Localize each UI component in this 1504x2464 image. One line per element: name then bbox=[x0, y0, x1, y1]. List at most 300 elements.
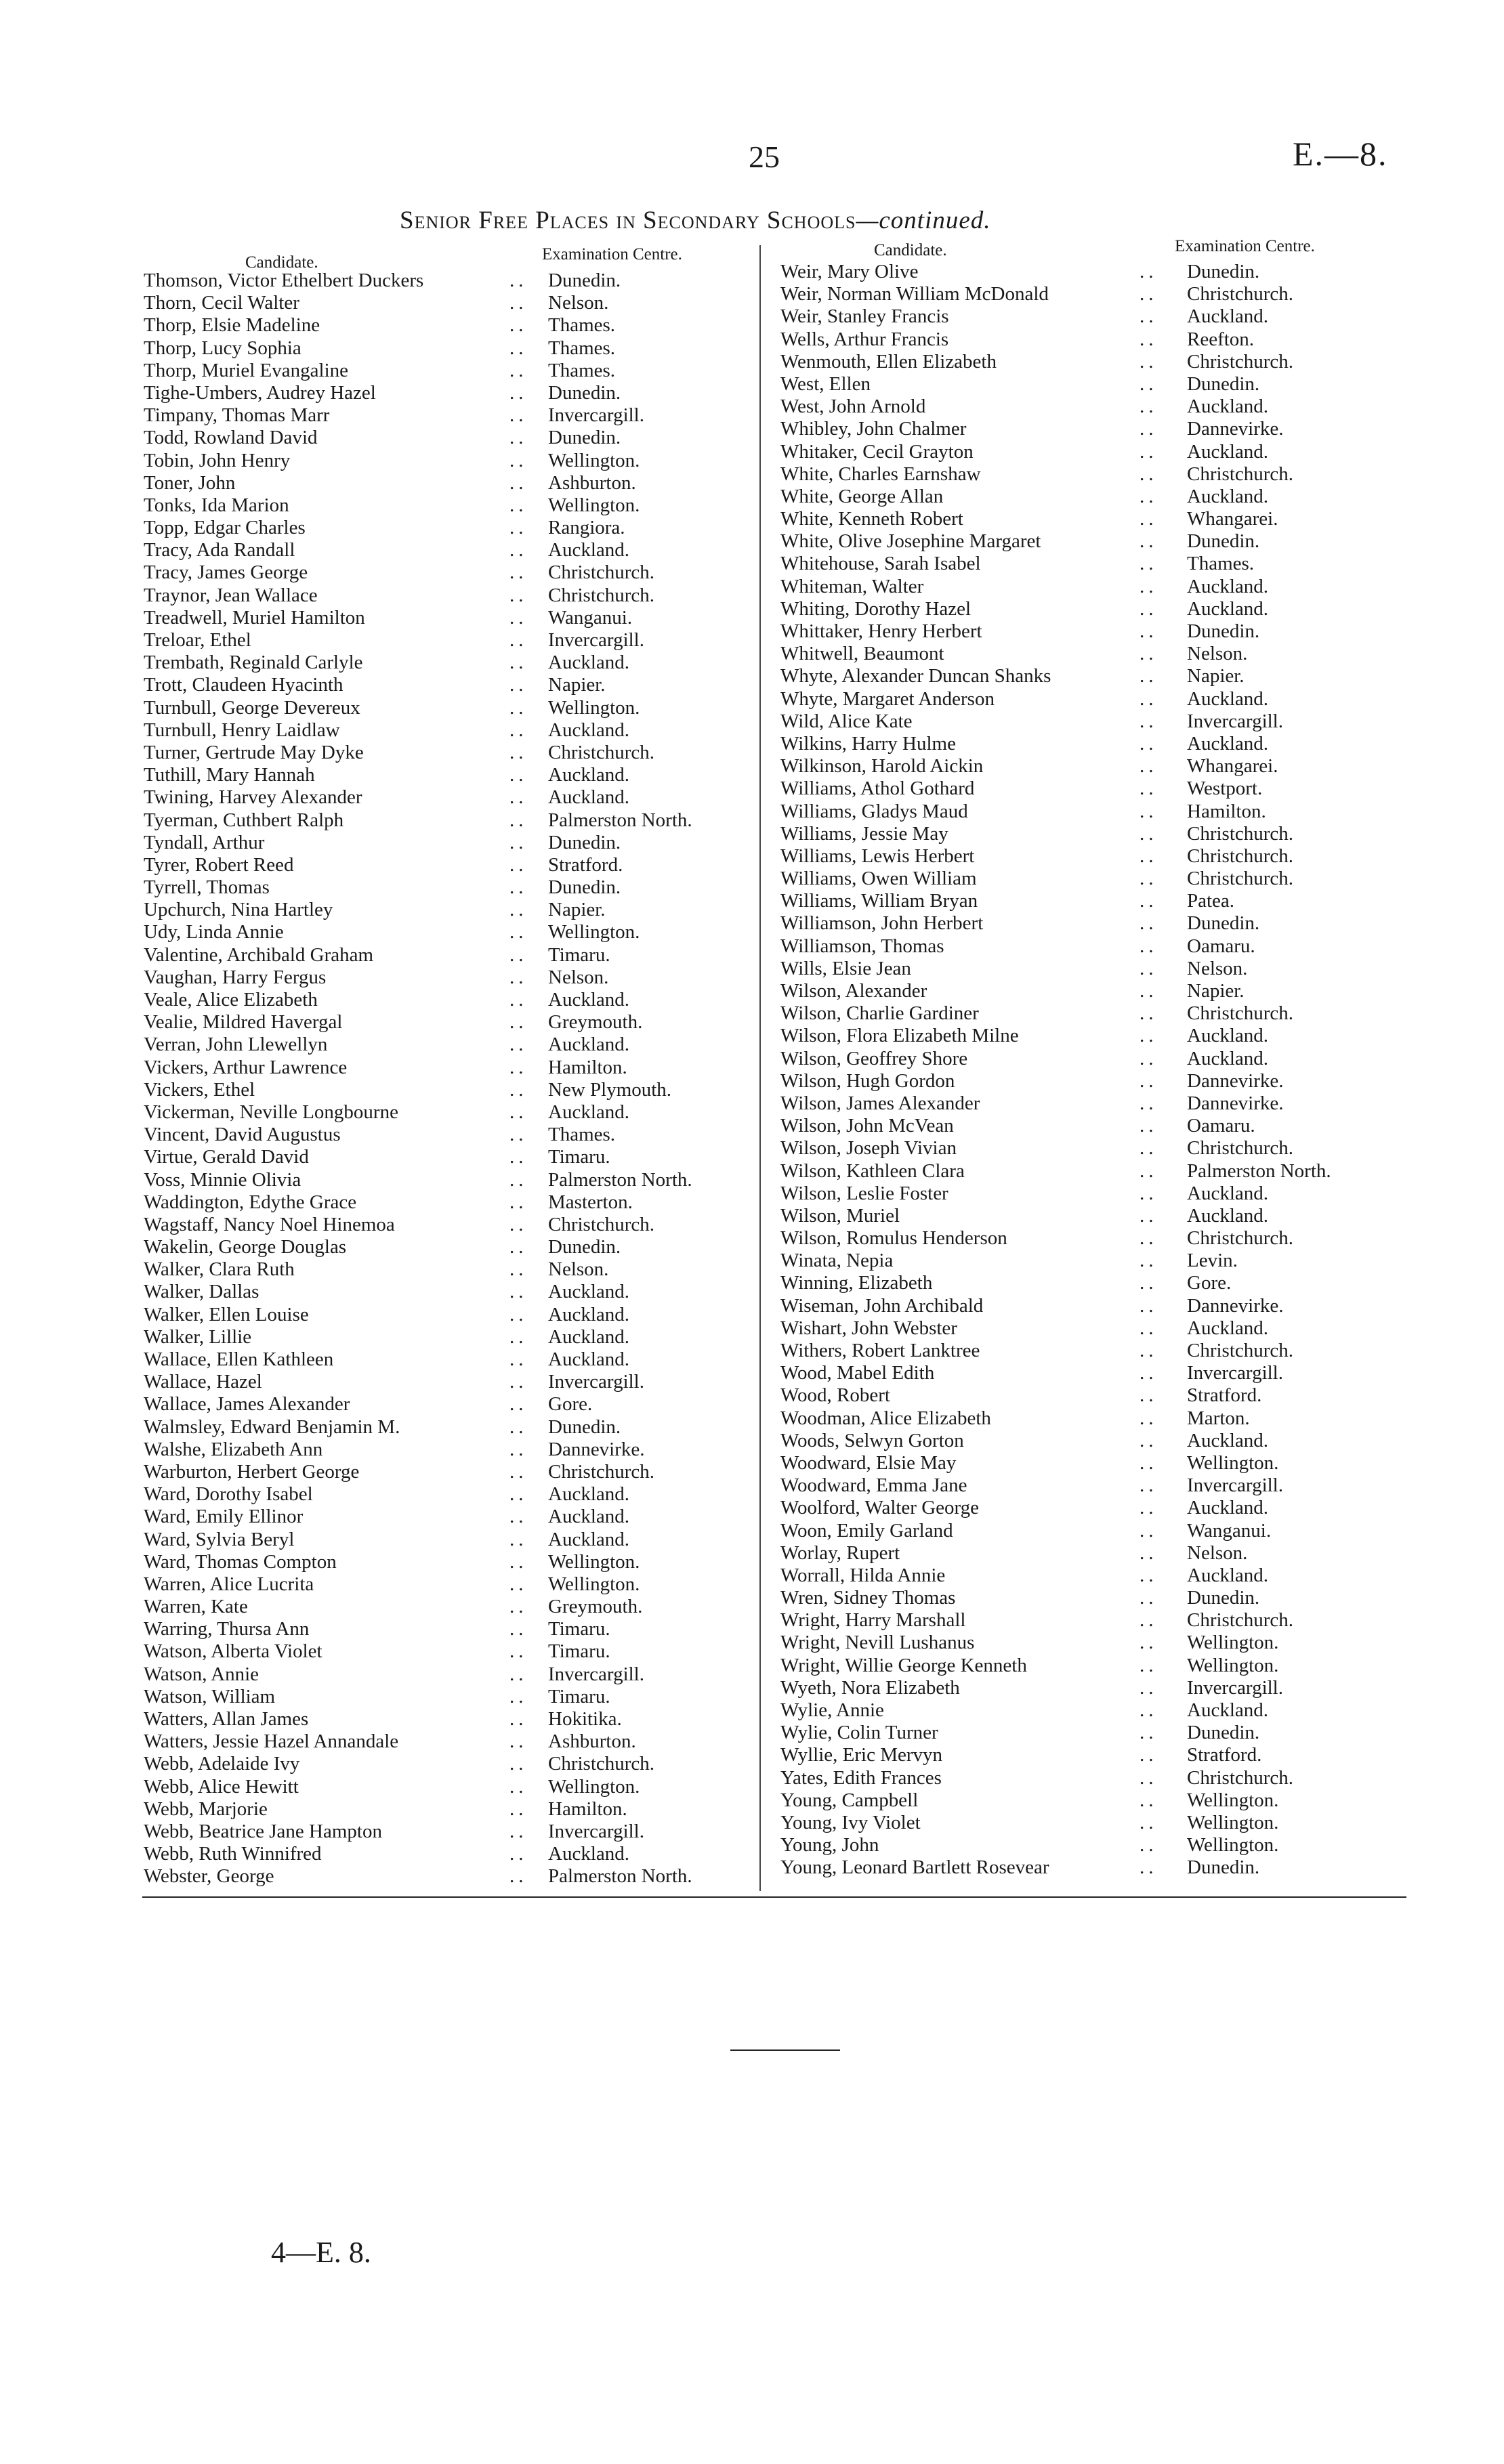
examination-centre: Nelson. bbox=[548, 292, 609, 314]
candidate-name: Williamson, Thomas bbox=[780, 935, 944, 957]
table-row bbox=[144, 1416, 740, 1439]
table-row bbox=[144, 1393, 740, 1416]
table-row bbox=[780, 328, 1377, 351]
leader-dots: .. bbox=[1140, 1609, 1158, 1632]
candidate-name: Watson, Annie bbox=[144, 1663, 259, 1685]
examination-centre: Auckland. bbox=[1187, 396, 1268, 418]
examination-centre: Invercargill. bbox=[548, 404, 644, 427]
examination-centre: Christchurch. bbox=[548, 1753, 655, 1775]
examination-centre: Auckland. bbox=[548, 786, 629, 809]
candidate-name: Williams, Owen William bbox=[780, 868, 977, 890]
candidate-name: Wallace, Hazel bbox=[144, 1371, 262, 1393]
leader-dots: .. bbox=[509, 719, 528, 741]
leader-dots: .. bbox=[509, 1573, 528, 1595]
table-row bbox=[780, 1227, 1377, 1250]
candidate-name: Treloar, Ethel bbox=[144, 629, 251, 651]
table-row bbox=[144, 1640, 740, 1663]
table-row bbox=[780, 1587, 1377, 1609]
examination-centre: Auckland. bbox=[548, 1348, 629, 1370]
table-row bbox=[144, 1663, 740, 1686]
table-row bbox=[144, 1529, 740, 1551]
table-row bbox=[144, 1483, 740, 1506]
leader-dots: .. bbox=[1140, 1340, 1158, 1361]
examination-centre: Masterton. bbox=[548, 1191, 633, 1213]
candidate-name: Upchurch, Nina Hartley bbox=[144, 899, 333, 921]
table-row bbox=[144, 742, 740, 764]
table-row bbox=[144, 719, 740, 742]
table-row bbox=[144, 786, 740, 809]
candidate-name: Wyeth, Nora Elizabeth bbox=[780, 1676, 960, 1699]
candidate-name: Tighe-Umbers, Audrey Hazel bbox=[144, 381, 376, 404]
examination-centre: Nelson. bbox=[1187, 957, 1248, 979]
leader-dots: .. bbox=[509, 1438, 528, 1460]
examination-centre: Dannevirke. bbox=[1187, 1092, 1284, 1114]
examination-centre: Wellington. bbox=[548, 921, 640, 943]
leader-dots: .. bbox=[1140, 1429, 1158, 1451]
candidate-name: West, John Arnold bbox=[780, 396, 926, 418]
examination-centre: Wellington. bbox=[548, 449, 640, 471]
table-row bbox=[144, 629, 740, 652]
leader-dots: .. bbox=[1140, 732, 1158, 755]
table-row bbox=[780, 980, 1377, 1002]
examination-centre: Auckland. bbox=[1187, 732, 1268, 755]
examination-centre: Dunedin. bbox=[1187, 620, 1260, 642]
table-row bbox=[144, 1236, 740, 1258]
candidate-name: Wright, Nevill Lushanus bbox=[780, 1632, 975, 1654]
candidate-name: Young, Leonard Bartlett Rosevear bbox=[780, 1856, 1049, 1879]
leader-dots: .. bbox=[1140, 1115, 1158, 1137]
leader-dots: .. bbox=[1140, 665, 1158, 687]
candidate-name: Webb, Ruth Winnifred bbox=[144, 1843, 322, 1865]
leader-dots: .. bbox=[1140, 1047, 1158, 1069]
leader-dots: .. bbox=[509, 1416, 528, 1438]
leader-dots: .. bbox=[509, 1393, 528, 1416]
examination-centre: Invercargill. bbox=[548, 1371, 644, 1393]
leader-dots: .. bbox=[1140, 418, 1158, 440]
leader-dots: .. bbox=[1140, 597, 1158, 620]
candidate-name: Topp, Edgar Charles bbox=[144, 517, 306, 539]
examination-centre: Auckland. bbox=[1187, 1204, 1268, 1227]
leader-dots: .. bbox=[1140, 1092, 1158, 1114]
examination-centre: Christchurch. bbox=[1187, 845, 1294, 867]
candidate-name: Weir, Norman William McDonald bbox=[780, 283, 1049, 305]
leader-dots: .. bbox=[1140, 1025, 1158, 1047]
examination-centre: Auckland. bbox=[548, 1843, 629, 1865]
candidate-name: Worlay, Rupert bbox=[780, 1542, 900, 1564]
examination-centre: Auckland. bbox=[548, 652, 629, 674]
leader-dots: .. bbox=[1140, 643, 1158, 665]
leader-dots: .. bbox=[1140, 283, 1158, 305]
table-row bbox=[144, 539, 740, 561]
examination-centre: Oamaru. bbox=[1187, 935, 1255, 957]
table-row bbox=[780, 373, 1377, 396]
examination-centre: Napier. bbox=[1187, 665, 1245, 687]
table-row bbox=[144, 585, 740, 607]
examination-centre: Thames. bbox=[1187, 553, 1255, 575]
table-row bbox=[780, 1520, 1377, 1542]
examination-centre: Wellington. bbox=[1187, 1654, 1279, 1676]
examination-centre: Christchurch. bbox=[548, 741, 655, 763]
table-row bbox=[780, 1474, 1377, 1497]
leader-dots: .. bbox=[509, 1798, 528, 1820]
examination-centre: Stratford. bbox=[1187, 1384, 1262, 1407]
candidate-name: Whitwell, Beaumont bbox=[780, 643, 944, 665]
candidate-name: Wild, Alice Kate bbox=[780, 710, 913, 732]
leader-dots: .. bbox=[509, 1483, 528, 1506]
candidate-name: Watson, Alberta Violet bbox=[144, 1640, 322, 1663]
examination-centre: Stratford. bbox=[1187, 1744, 1262, 1766]
table-row bbox=[144, 292, 740, 314]
leader-dots: .. bbox=[1140, 1497, 1158, 1519]
table-row bbox=[144, 1371, 740, 1393]
candidate-name: Trembath, Reginald Carlyle bbox=[144, 652, 363, 674]
right-centre-header: Examination Centre. bbox=[1175, 237, 1315, 255]
examination-centre: Auckland. bbox=[1187, 1497, 1268, 1519]
table-row bbox=[780, 1295, 1377, 1317]
leader-dots: .. bbox=[1140, 1384, 1158, 1407]
table-row bbox=[780, 1632, 1377, 1654]
leader-dots: .. bbox=[1140, 575, 1158, 597]
signature-code: 4—E. 8. bbox=[271, 2236, 371, 2269]
examination-centre: Christchurch. bbox=[1187, 1227, 1294, 1250]
candidate-name: Tyndall, Arthur bbox=[144, 831, 265, 853]
leader-dots: .. bbox=[1140, 980, 1158, 1002]
examination-centre: Timaru. bbox=[548, 1146, 610, 1168]
table-row bbox=[144, 1304, 740, 1326]
candidate-name: Watson, William bbox=[144, 1685, 276, 1707]
table-row bbox=[144, 1506, 740, 1528]
table-row bbox=[780, 508, 1377, 530]
examination-centre: Wanganui. bbox=[548, 606, 633, 629]
candidate-name: Tyerman, Cuthbert Ralph bbox=[144, 809, 344, 831]
candidate-name: Yates, Edith Frances bbox=[780, 1766, 942, 1789]
candidate-name: Tyrer, Robert Reed bbox=[144, 853, 294, 876]
table-row bbox=[144, 1596, 740, 1618]
leader-dots: .. bbox=[509, 696, 528, 719]
examination-centre: Dunedin. bbox=[548, 270, 621, 291]
examination-centre: Levin. bbox=[1187, 1250, 1238, 1272]
table-row bbox=[780, 1340, 1377, 1362]
candidate-name: White, Olive Josephine Margaret bbox=[780, 530, 1041, 553]
page-reference: E.—8. bbox=[1293, 135, 1388, 173]
examination-centre: Marton. bbox=[1187, 1407, 1250, 1429]
table-row bbox=[144, 1730, 740, 1753]
candidate-name: Young, Ivy Violet bbox=[780, 1811, 921, 1833]
leader-dots: .. bbox=[509, 853, 528, 876]
section-title-text: Senior Free Places in Secondary Schools bbox=[400, 207, 856, 234]
examination-centre: Greymouth. bbox=[548, 1596, 643, 1618]
examination-centre: Christchurch. bbox=[1187, 868, 1294, 890]
examination-centre: Palmerston North. bbox=[1187, 1160, 1331, 1182]
candidate-name: Woolford, Walter George bbox=[780, 1497, 980, 1519]
candidate-name: Tuthill, Mary Hannah bbox=[144, 764, 315, 786]
candidate-name: Walmsley, Edward Benjamin M. bbox=[144, 1416, 400, 1438]
leader-dots: .. bbox=[509, 292, 528, 314]
table-row bbox=[144, 427, 740, 449]
table-row bbox=[780, 396, 1377, 418]
candidate-name: Whyte, Margaret Anderson bbox=[780, 687, 995, 710]
table-row bbox=[144, 270, 740, 292]
examination-centre: Dunedin. bbox=[1187, 373, 1260, 395]
table-row bbox=[144, 314, 740, 337]
left-centre-header: Examination Centre. bbox=[542, 245, 682, 263]
candidate-name: Wilson, Geoffrey Shore bbox=[780, 1047, 968, 1069]
candidate-name: Williams, Lewis Herbert bbox=[780, 845, 975, 867]
examination-centre: Wellington. bbox=[548, 494, 640, 516]
examination-centre: Christchurch. bbox=[548, 1460, 655, 1483]
examination-centre: Dannevirke. bbox=[1187, 1069, 1284, 1092]
leader-dots: .. bbox=[1140, 350, 1158, 373]
leader-dots: .. bbox=[1140, 1362, 1158, 1384]
leader-dots: .. bbox=[509, 1685, 528, 1707]
examination-centre: Oamaru. bbox=[1187, 1115, 1255, 1137]
candidate-name: Wilson, Charlie Gardiner bbox=[780, 1002, 979, 1025]
candidate-name: Tyrrell, Thomas bbox=[144, 876, 270, 899]
candidate-name: Thomson, Victor Ethelbert Duckers bbox=[144, 270, 424, 291]
examination-centre: Wellington. bbox=[548, 1550, 640, 1573]
candidate-name: Todd, Rowland David bbox=[144, 427, 318, 449]
leader-dots: .. bbox=[1140, 710, 1158, 732]
candidate-name: Wright, Willie George Kenneth bbox=[780, 1654, 1027, 1676]
leader-dots: .. bbox=[1140, 1451, 1158, 1474]
candidate-name: Whyte, Alexander Duncan Shanks bbox=[780, 665, 1051, 687]
table-row bbox=[144, 1573, 740, 1596]
examination-centre: Wellington. bbox=[1187, 1811, 1279, 1833]
examination-centre: Christchurch. bbox=[548, 561, 655, 584]
table-row bbox=[780, 305, 1377, 328]
table-row bbox=[780, 1430, 1377, 1452]
candidate-name: Wylie, Annie bbox=[780, 1699, 884, 1721]
candidate-name: Whitehouse, Sarah Isabel bbox=[780, 553, 981, 575]
examination-centre: Invercargill. bbox=[1187, 1474, 1283, 1497]
table-row bbox=[780, 755, 1377, 778]
candidate-name: Williams, Athol Gothard bbox=[780, 778, 975, 800]
table-row bbox=[144, 832, 740, 854]
candidate-name: Webb, Beatrice Jane Hampton bbox=[144, 1820, 382, 1842]
leader-dots: .. bbox=[509, 1865, 528, 1888]
leader-dots: .. bbox=[1140, 508, 1158, 530]
table-row bbox=[780, 1655, 1377, 1677]
leader-dots: .. bbox=[509, 652, 528, 674]
candidate-name: Traynor, Jean Wallace bbox=[144, 584, 318, 606]
candidate-name: Warburton, Herbert George bbox=[144, 1460, 360, 1483]
candidate-name: Udy, Linda Annie bbox=[144, 921, 284, 943]
leader-dots: .. bbox=[1140, 1002, 1158, 1025]
candidate-name: Wells, Arthur Francis bbox=[780, 328, 949, 350]
examination-centre: Dannevirke. bbox=[1187, 1294, 1284, 1317]
examination-centre: Napier. bbox=[548, 674, 606, 696]
leader-dots: .. bbox=[509, 1056, 528, 1078]
candidate-name: Wagstaff, Nancy Noel Hinemoa bbox=[144, 1213, 395, 1235]
examination-centre: Auckland. bbox=[548, 764, 629, 786]
candidate-name: Vickerman, Neville Longbourne bbox=[144, 1101, 398, 1123]
examination-centre: Whangarei. bbox=[1187, 755, 1278, 778]
candidate-name: Whitaker, Cecil Grayton bbox=[780, 440, 974, 463]
candidate-name: Wright, Harry Marshall bbox=[780, 1609, 966, 1632]
examination-centre: Hamilton. bbox=[548, 1798, 627, 1820]
candidate-name: Young, John bbox=[780, 1834, 879, 1856]
candidate-name: Wilson, Leslie Foster bbox=[780, 1182, 948, 1204]
examination-centre: Wellington. bbox=[1187, 1632, 1279, 1654]
examination-centre: Auckland. bbox=[1187, 687, 1268, 710]
examination-centre: Auckland. bbox=[1187, 1699, 1268, 1721]
leader-dots: .. bbox=[509, 359, 528, 381]
table-row bbox=[780, 620, 1377, 643]
examination-centre: Auckland. bbox=[1187, 305, 1268, 328]
candidate-name: Thorp, Lucy Sophia bbox=[144, 337, 301, 359]
candidate-name: Webb, Adelaide Ivy bbox=[144, 1753, 300, 1775]
candidate-name: West, Ellen bbox=[780, 373, 871, 395]
table-row bbox=[780, 1812, 1377, 1834]
examination-centre: Nelson. bbox=[1187, 1542, 1248, 1564]
candidate-name: Tracy, James George bbox=[144, 561, 308, 584]
leader-dots: .. bbox=[509, 1034, 528, 1056]
examination-centre: Dunedin. bbox=[1187, 1856, 1260, 1879]
leader-dots: .. bbox=[509, 1011, 528, 1034]
candidate-name: Wills, Elsie Jean bbox=[780, 957, 911, 979]
examination-centre: Palmerston North. bbox=[548, 809, 692, 831]
leader-dots: .. bbox=[509, 539, 528, 561]
examination-centre: Christchurch. bbox=[1187, 822, 1294, 845]
leader-dots: .. bbox=[1140, 463, 1158, 485]
table-row bbox=[144, 561, 740, 584]
leader-dots: .. bbox=[1140, 868, 1158, 890]
leader-dots: .. bbox=[1140, 1856, 1158, 1879]
leader-dots: .. bbox=[509, 809, 528, 831]
examination-centre: Auckland. bbox=[1187, 1182, 1268, 1204]
table-row bbox=[780, 418, 1377, 440]
examination-centre: Christchurch. bbox=[1187, 1002, 1294, 1025]
leader-dots: .. bbox=[509, 1213, 528, 1235]
candidate-name: Wallace, James Alexander bbox=[144, 1393, 350, 1416]
table-row bbox=[780, 1744, 1377, 1766]
examination-centre: Napier. bbox=[548, 899, 606, 921]
leader-dots: .. bbox=[1140, 1587, 1158, 1609]
examination-centre: Auckland. bbox=[1187, 597, 1268, 620]
candidate-name: Wilson, Kathleen Clara bbox=[780, 1160, 965, 1182]
leader-dots: .. bbox=[509, 943, 528, 966]
leader-dots: .. bbox=[1140, 620, 1158, 642]
leader-dots: .. bbox=[509, 1325, 528, 1348]
examination-centre: Timaru. bbox=[548, 1618, 610, 1640]
leader-dots: .. bbox=[509, 381, 528, 404]
candidate-name: Turner, Gertrude May Dyke bbox=[144, 741, 364, 763]
examination-centre: Christchurch. bbox=[1187, 283, 1294, 305]
leader-dots: .. bbox=[1140, 845, 1158, 867]
table-row bbox=[780, 1542, 1377, 1565]
leader-dots: .. bbox=[509, 1303, 528, 1325]
examination-centre: Auckland. bbox=[1187, 1317, 1268, 1339]
examination-centre: Invercargill. bbox=[548, 629, 644, 651]
candidate-name: Veale, Alice Elizabeth bbox=[144, 989, 318, 1011]
leader-dots: .. bbox=[1140, 687, 1158, 710]
table-row bbox=[144, 1439, 740, 1461]
examination-centre: Wellington. bbox=[548, 696, 640, 719]
leader-dots: .. bbox=[1140, 1069, 1158, 1092]
examination-centre: Nelson. bbox=[1187, 643, 1248, 665]
candidate-name: Wren, Sidney Thomas bbox=[780, 1587, 956, 1609]
examination-centre: Christchurch. bbox=[548, 1213, 655, 1235]
leader-dots: .. bbox=[509, 1460, 528, 1483]
candidate-name: Wilkinson, Harold Aickin bbox=[780, 755, 984, 778]
examination-centre: Dunedin. bbox=[548, 1416, 621, 1438]
examination-centre: Dunedin. bbox=[1187, 1722, 1260, 1744]
table-row bbox=[144, 1753, 740, 1775]
table-row bbox=[780, 1834, 1377, 1856]
table-row bbox=[780, 688, 1377, 710]
leader-dots: .. bbox=[509, 270, 528, 291]
candidate-name: Winning, Elizabeth bbox=[780, 1272, 933, 1294]
leader-dots: .. bbox=[1140, 1722, 1158, 1744]
leader-dots: .. bbox=[509, 471, 528, 494]
leader-dots: .. bbox=[509, 449, 528, 471]
table-row bbox=[780, 553, 1377, 575]
leader-dots: .. bbox=[509, 1101, 528, 1123]
candidate-name: Weir, Stanley Francis bbox=[780, 305, 949, 328]
candidate-name: White, George Allan bbox=[780, 485, 944, 507]
candidate-name: Tonks, Ida Marion bbox=[144, 494, 289, 516]
column-divider bbox=[759, 245, 761, 1891]
leader-dots: .. bbox=[509, 1191, 528, 1213]
leader-dots: .. bbox=[1140, 1632, 1158, 1654]
table-row bbox=[780, 1497, 1377, 1519]
leader-dots: .. bbox=[509, 1528, 528, 1550]
examination-centre: Stratford. bbox=[548, 853, 623, 876]
candidate-name: Webster, George bbox=[144, 1865, 274, 1888]
table-row bbox=[144, 1011, 740, 1034]
candidate-name: Warring, Thursa Ann bbox=[144, 1618, 310, 1640]
examination-centre: Auckland. bbox=[1187, 440, 1268, 463]
examination-centre: Auckland. bbox=[1187, 575, 1268, 597]
table-row bbox=[780, 1565, 1377, 1587]
table-row bbox=[144, 921, 740, 943]
examination-centre: Auckland. bbox=[548, 1281, 629, 1303]
leader-dots: .. bbox=[509, 674, 528, 696]
table-row bbox=[780, 1789, 1377, 1812]
examination-centre: Hamilton. bbox=[548, 1056, 627, 1078]
table-row bbox=[780, 823, 1377, 845]
leader-dots: .. bbox=[1140, 1519, 1158, 1542]
leader-dots: .. bbox=[509, 629, 528, 651]
examination-centre: Auckland. bbox=[548, 1325, 629, 1348]
table-row bbox=[780, 463, 1377, 486]
table-row bbox=[144, 1101, 740, 1124]
leader-dots: .. bbox=[1140, 485, 1158, 507]
table-row bbox=[780, 351, 1377, 373]
leader-dots: .. bbox=[509, 494, 528, 516]
leader-dots: .. bbox=[1140, 822, 1158, 845]
candidate-name: Wood, Robert bbox=[780, 1384, 890, 1407]
table-row bbox=[144, 967, 740, 989]
candidate-name: Wilson, Joseph Vivian bbox=[780, 1137, 957, 1160]
examination-centre: Whangarei. bbox=[1187, 508, 1278, 530]
leader-dots: .. bbox=[509, 1753, 528, 1775]
leader-dots: .. bbox=[509, 404, 528, 427]
candidate-name: Toner, John bbox=[144, 471, 236, 494]
examination-centre: Invercargill. bbox=[1187, 1676, 1283, 1699]
table-row bbox=[780, 1205, 1377, 1227]
leader-dots: .. bbox=[1140, 261, 1158, 282]
examination-centre: Dunedin. bbox=[1187, 912, 1260, 935]
candidate-name: Weir, Mary Olive bbox=[780, 261, 919, 282]
table-row bbox=[780, 1856, 1377, 1879]
examination-centre: Auckland. bbox=[1187, 1429, 1268, 1451]
leader-dots: .. bbox=[509, 786, 528, 809]
leader-dots: .. bbox=[509, 1348, 528, 1370]
candidate-name: Wallace, Ellen Kathleen bbox=[144, 1348, 334, 1370]
table-row bbox=[780, 530, 1377, 553]
leader-dots: .. bbox=[1140, 935, 1158, 957]
